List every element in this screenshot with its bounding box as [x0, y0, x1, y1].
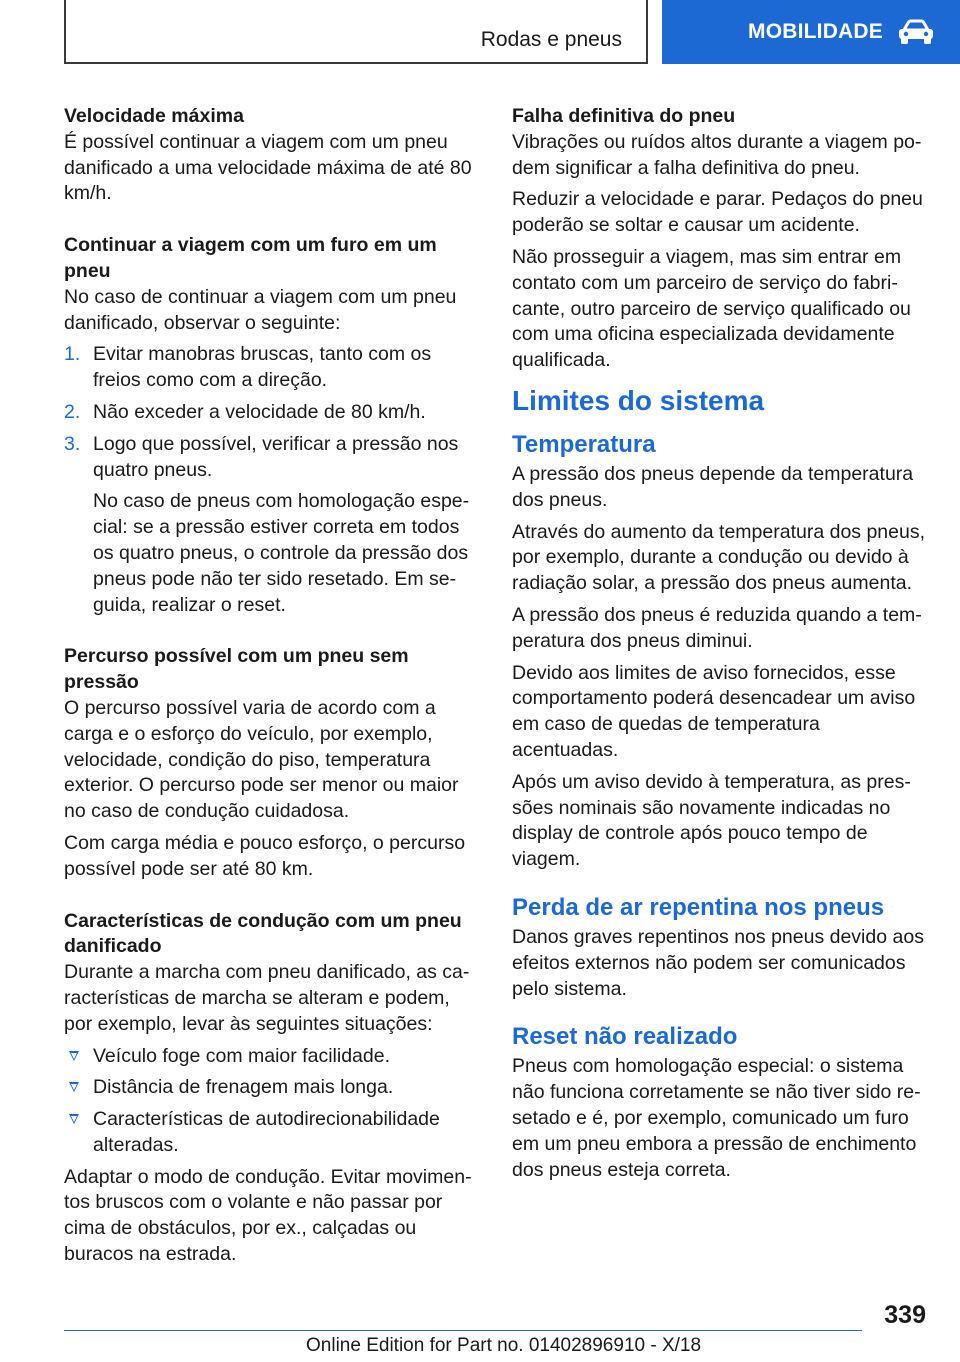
section-title: Percurso possível com um pneu sem pressão	[64, 645, 409, 694]
step-text: Evitar manobras bruscas, tanto com os freios como com a direção.	[93, 343, 432, 392]
paragraph: Não prosseguir a viagem, mas sim entrar em contato com um parceiro de serviço do fabricante, outro parceiro de serviço qualificado ou com uma oficina especializada devidamente qualificada.	[512, 245, 911, 372]
paragraph: Danos graves repentinos nos pneus devido aos efeitos externos não podem ser comunicados pelo sistema.	[512, 925, 924, 1000]
step-number: 2.	[64, 400, 81, 423]
section-title: Falha definitiva do pneu	[512, 105, 736, 127]
paragraph: O percurso possível varia de acordo com a carga e o esforço do veículo, por exemplo, velocidade, condição do piso, temperatura exterior. O percurso pode ser menor ou maior no caso de condução cuidadosa.	[64, 696, 459, 823]
subheading: Perda de ar repentina nos pneus	[512, 893, 885, 921]
paragraph: É possível continuar a viagem com um pneu danificado a uma velocidade máxima de até 80 km/h.	[64, 130, 472, 205]
paragraph: A pressão dos pneus é reduzida quando a temperatura dos pneus diminui.	[512, 603, 922, 652]
step-text: Não exceder a velocidade de 80 km/h.	[93, 400, 426, 423]
paragraph: Adaptar o modo de condução. Evitar movimentos bruscos com o volante e não passar por cima de obstáculos, por ex., calçadas ou buracos na estrada.	[64, 1165, 472, 1266]
header-section-title: Rodas e pneus	[480, 28, 622, 51]
step-number: 3.	[64, 432, 81, 455]
footer-divider	[64, 1330, 862, 1331]
list-item	[64, 400, 479, 426]
page-number: 339	[884, 1301, 926, 1329]
paragraph: Pneus com homologação especial: o sistema não funciona corretamente se não tiver sido resetado e é, por exemplo, comunicado um furo em um pneu embora a pressão de enchimento dos pneus esteja correta.	[512, 1055, 921, 1181]
triangle-bullet-icon	[69, 1114, 79, 1124]
header-section-box	[64, 0, 648, 64]
paragraph: Com carga média e pouco esforço, o percurso possível pode ser até 80 km.	[64, 831, 466, 880]
paragraph: Reduzir a velocidade e parar. Pedaços do pneu poderão se soltar e causar um acidente.	[512, 188, 923, 237]
paragraph: Após um aviso devido à temperatura, as pressões nominais são novamente indicadas no display de controle após pouco tempo de viagem.	[512, 770, 911, 871]
left-column	[64, 104, 479, 1274]
triangle-bullet-icon	[69, 1051, 79, 1061]
paragraph: A pressão dos pneus depende da temperatura dos pneus.	[512, 462, 914, 511]
list-item	[64, 1044, 479, 1070]
bullet-text: Veículo foge com maior facilidade.	[93, 1044, 390, 1067]
numbered-steps	[64, 342, 479, 483]
section-title: Continuar a viagem com um furo em um pneu	[64, 234, 437, 282]
subheading: Reset não realizado	[512, 1023, 738, 1051]
list-item	[64, 432, 479, 484]
right-column	[512, 104, 927, 1189]
step-note: No caso de pneus com homologação especial: se a pressão estiver correta em todos os quatro pneus, o controle da pressão dos pneus pode não ter sido resetado. Em seguida, realizar o reset.	[93, 490, 470, 616]
section-title: Características de condução com um pneu danificado	[64, 909, 462, 958]
bullet-text: Características de autodirecionabilidade alteradas.	[93, 1108, 440, 1156]
bullet-list	[64, 1044, 479, 1159]
paragraph: Através do aumento da temperatura dos pneus, por exemplo, durante a condução ou devido à radiação solar, a pressão dos pneus aumenta.	[512, 520, 926, 595]
paragraph: Vibrações ou ruídos altos durante a viagem podem significar a falha definitiva do pneu.	[512, 130, 922, 179]
paragraph: No caso de continuar a viagem com um pneu danificado, observar o seguinte:	[64, 285, 457, 334]
bullet-text: Distância de frenagem mais longa.	[93, 1076, 394, 1099]
header-chapter-tab	[662, 0, 960, 64]
paragraph: Durante a marcha com pneu danificado, as características de marcha se alteram e podem, por exemplo, levar às seguintes situações:	[64, 961, 470, 1035]
list-item	[64, 1075, 479, 1101]
paragraph: Devido aos limites de aviso fornecidos, esse comportamento poderá desencadear um aviso em caso de quedas de temperatura acentuadas.	[512, 661, 916, 761]
subheading: Temperatura	[512, 430, 656, 458]
footer-edition: Online Edition for Part no. 01402896910 - X/18	[306, 1335, 702, 1356]
header-chapter-label: MOBILIDADE	[748, 20, 883, 43]
car-icon	[897, 19, 935, 45]
step-number: 1.	[64, 343, 81, 366]
list-item	[64, 342, 479, 394]
triangle-bullet-icon	[69, 1082, 79, 1092]
list-item	[64, 1107, 479, 1159]
section-title: Velocidade máxima	[64, 105, 244, 127]
chapter-heading: Limites do sistema	[512, 384, 765, 416]
step-text: Logo que possível, verificar a pressão nos quatro pneus.	[93, 432, 459, 481]
